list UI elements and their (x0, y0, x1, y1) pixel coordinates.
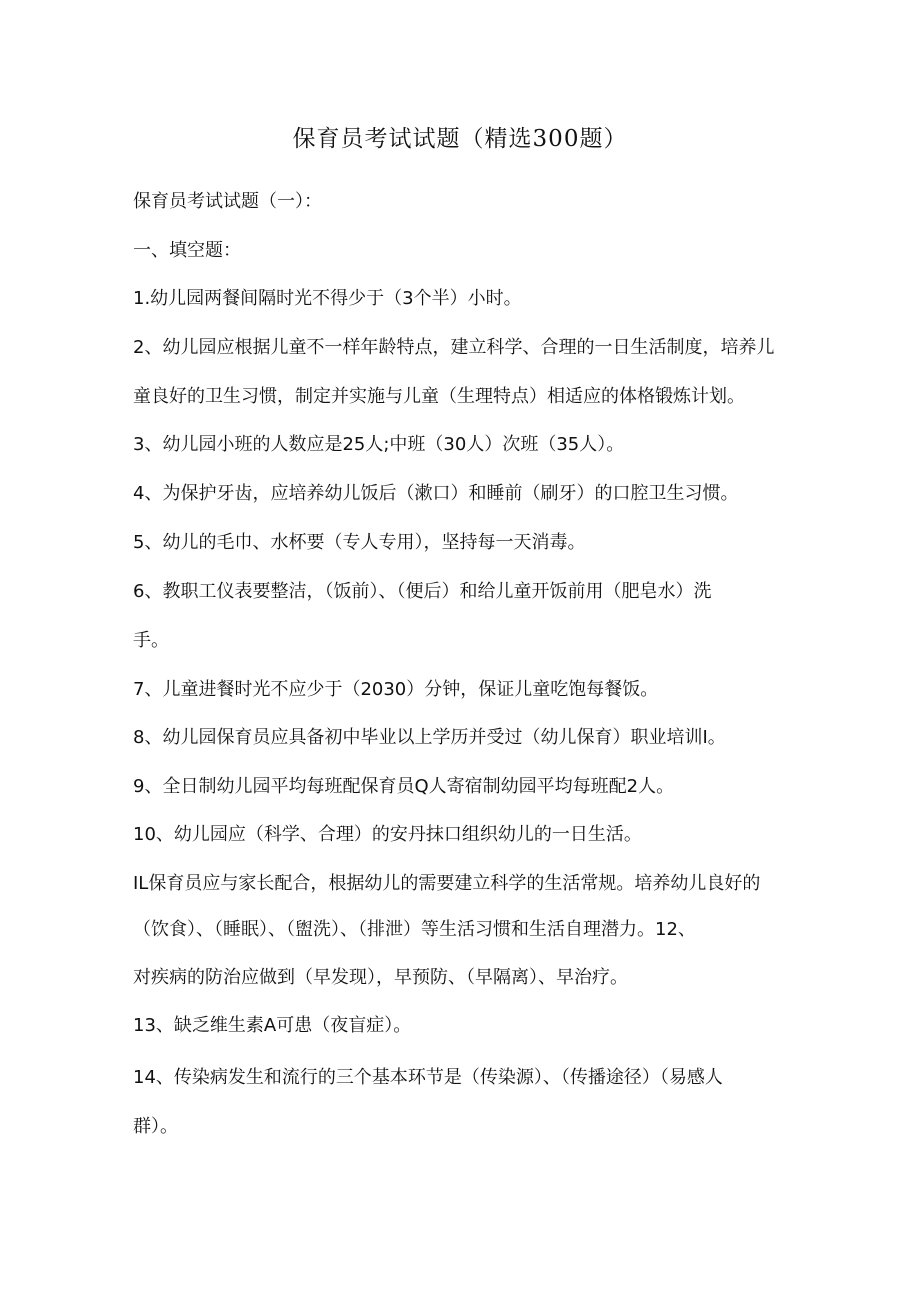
question-line: 5、幼儿的毛巾、水杯要（专人专用），坚持每一天消毒。 (133, 532, 586, 553)
question-line: 8、幼儿园保育员应具备初中毕业以上学历并受过（幼儿保育）职业培训I。 (133, 727, 726, 748)
question-line: 13、缺乏维生素A可患（夜盲症）。 (133, 1015, 412, 1036)
subsection-heading: 一、填空题： (133, 240, 241, 261)
question-line: 对疾病的防治应做到（早发现），早预防、（早隔离）、早治疗。 (133, 967, 628, 988)
question-line: （饮食）、（睡眠）、（盥洗）、（排泄）等生活习惯和生活自理潜力。12、 (133, 919, 696, 940)
question-line: 4、为保护牙齿，应培养幼儿饭后（漱口）和睡前（刷牙）的口腔卫生习惯。 (133, 483, 739, 504)
question-line: 7、儿童进餐时光不应少于（2030）分钟，保证儿童吃饱每餐饭。 (133, 679, 659, 700)
question-line: 3、幼儿园小班的人数应是25人;中班（30人）次班（35人）。 (133, 434, 625, 455)
question-line: 2、幼儿园应根据儿童不一样年龄特点，建立科学、合理的一日生活制度，培养儿 (133, 337, 775, 358)
question-line: 9、全日制幼儿园平均每班配保育员Q人寄宿制幼园平均每班配2人。 (133, 776, 675, 797)
question-line: 群）。 (133, 1116, 178, 1137)
question-line: 10、幼儿园应（科学、合理）的安丹抹口组织幼儿的一日生活。 (133, 824, 642, 845)
question-line: 1.幼儿园两餐间隔时光不得少于（3个半）小时。 (133, 288, 522, 309)
question-line: 6、教职工仪表要整洁，（饭前）、（便后）和给儿童开饭前用（肥皂水）洗 (133, 581, 712, 602)
document-title: 保育员考试试题（精选300题） (292, 126, 628, 152)
question-line: IL保育员应与家长配合，根据幼儿的需要建立科学的生活常规。培养幼儿良好的 (133, 873, 761, 894)
question-line: 童良好的卫生习惯，制定并实施与儿童（生理特点）相适应的体格锻炼计划。 (133, 386, 745, 407)
section-heading: 保育员考试试题（一）： (133, 191, 322, 212)
question-line: 14、传染病发生和流行的三个基本环节是（传染源）、（传播途径）（易感人 (133, 1067, 723, 1088)
question-line: 手。 (133, 630, 169, 651)
